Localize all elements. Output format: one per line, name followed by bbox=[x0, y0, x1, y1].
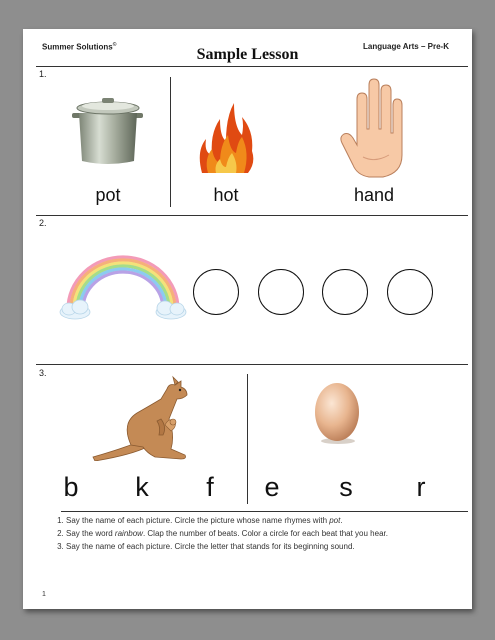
page-title: Sample Lesson bbox=[196, 46, 299, 63]
beat-circle[interactable] bbox=[322, 269, 368, 315]
word-pot: pot bbox=[95, 185, 121, 205]
pot-icon bbox=[71, 95, 145, 167]
section-2-number: 2. bbox=[39, 218, 47, 228]
instructions-list bbox=[48, 515, 456, 554]
letter-choice[interactable]: k bbox=[135, 472, 149, 502]
beat-circle[interactable] bbox=[193, 269, 239, 315]
instruction-item: 1. Say the name of each picture. Circle the picture whose name rhymes with pot. bbox=[66, 515, 456, 527]
section-3-divider bbox=[247, 374, 248, 504]
section-1-number: 1. bbox=[39, 69, 47, 79]
word-hand: hand bbox=[353, 185, 395, 205]
section-3-number: 3. bbox=[39, 368, 47, 378]
instruction-item: 3. Say the name of each picture. Circle the letter that stands for its beginning sound. bbox=[66, 541, 456, 553]
letter-choice[interactable]: f bbox=[206, 472, 214, 502]
letter-choice[interactable]: r bbox=[416, 472, 426, 502]
section-1-rule bbox=[36, 215, 468, 216]
letter-choice[interactable]: b bbox=[63, 472, 79, 502]
fire-icon bbox=[198, 99, 254, 173]
section-2-rule bbox=[36, 364, 468, 365]
instruction-item: 2. Say the word rainbow. Clap the number of beats. Color a circle for each beat that you hear. bbox=[66, 528, 456, 540]
header-rule bbox=[36, 66, 468, 67]
rainbow-icon bbox=[56, 251, 190, 321]
beat-circle[interactable] bbox=[387, 269, 433, 315]
page-number: 1 bbox=[42, 591, 46, 598]
subject-label: Language Arts – Pre-K bbox=[363, 42, 449, 51]
section-1-divider bbox=[170, 77, 171, 207]
beat-circle[interactable] bbox=[258, 269, 304, 315]
word-hot: hot bbox=[213, 185, 239, 205]
letter-choice[interactable]: s bbox=[339, 472, 353, 502]
letter-choice[interactable]: e bbox=[264, 472, 280, 502]
hand-icon bbox=[339, 77, 407, 179]
instructions-rule bbox=[61, 511, 468, 512]
brand-label: Summer Solutions© bbox=[42, 42, 117, 52]
egg-icon bbox=[313, 378, 361, 446]
kangaroo-icon bbox=[91, 375, 197, 461]
worksheet-page bbox=[23, 29, 472, 609]
